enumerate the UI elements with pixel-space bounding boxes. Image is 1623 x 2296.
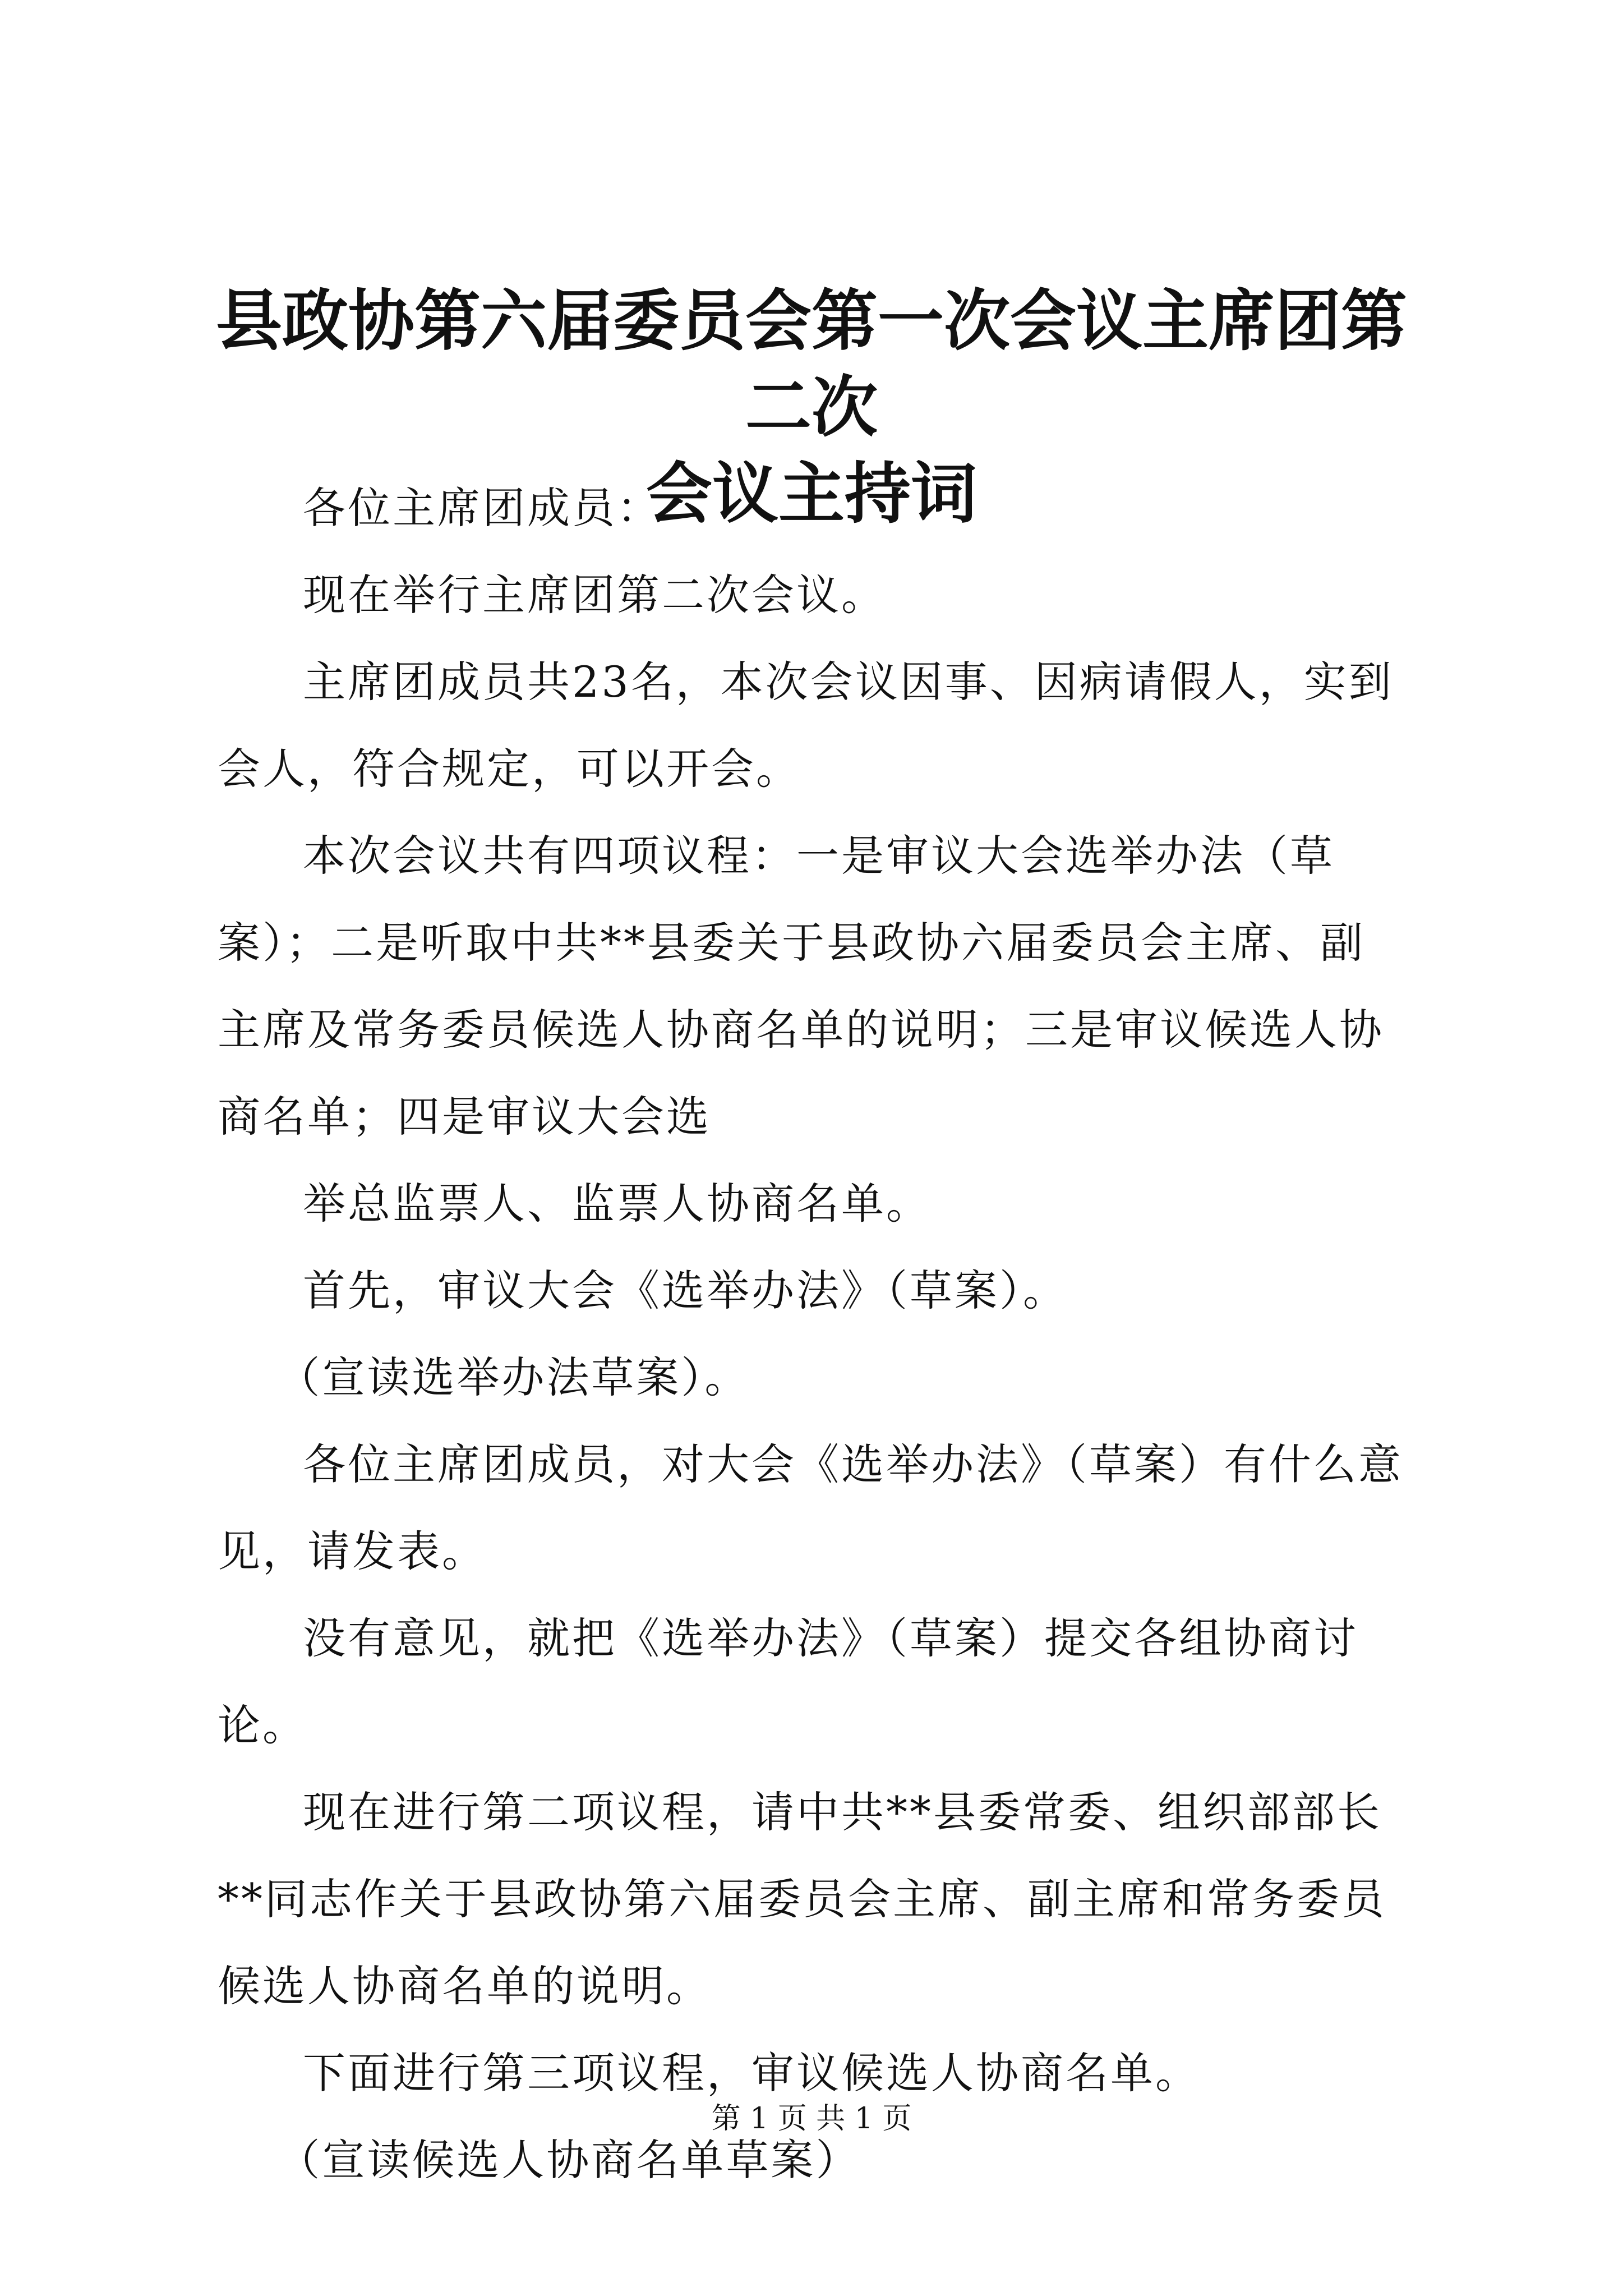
paragraph-third-item: 下面进行第三项议程，审议候选人协商名单。 xyxy=(303,2048,1200,2098)
paragraph-first-item: 首先，审议大会《选举办法》（草案）。 xyxy=(303,1266,1068,1315)
page-footer: 第 1 页 共 1 页 xyxy=(711,2102,912,2136)
paragraph-submit: 没有意见，就把《选举办法》（草案）提交各组协商讨论。 xyxy=(218,1613,1358,1750)
paragraph-salutation: 各位主席团成员： xyxy=(303,483,662,533)
title-line-1: 县政协第六届委员会第一次会议主席团第二次 xyxy=(215,282,1407,446)
paragraph-reading-note-1: （宣读选举办法草案）。 xyxy=(277,1352,750,1402)
paragraph-second-item: 现在进行第二项议程，请中共**县委常委、组织部部长**同志作关于县政协第六届委员会主席、副主席和常务委员候选人协商名单的说明。 xyxy=(218,1787,1386,2011)
paragraph-opinions: 各位主席团成员，对大会《选举办法》（草案）有什么意见，请发表。 xyxy=(218,1439,1403,1576)
paragraph-opening: 现在举行主席团第二次会议。 xyxy=(303,570,886,620)
paragraph-agenda-continued: 举总监票人、监票人协商名单。 xyxy=(303,1179,931,1228)
paragraph-reading-note-2: （宣读候选人协商名单草案） xyxy=(277,2135,861,2185)
title-line-2: 会议主持词 xyxy=(645,454,977,532)
paragraph-attendance: 主席团成员共23名，本次会议因事、因病请假人，实到会人，符合规定，可以开会。 xyxy=(218,657,1394,794)
paragraph-agenda: 本次会议共有四项议程：一是审议大会选举办法（草案）；二是听取中共**县委关于县政协六届委员会主席、副主席及常务委员候选人协商名单的说明；三是审议候选人协商名单；四是审议大会选 xyxy=(218,831,1384,1142)
document-body xyxy=(218,464,1405,2203)
